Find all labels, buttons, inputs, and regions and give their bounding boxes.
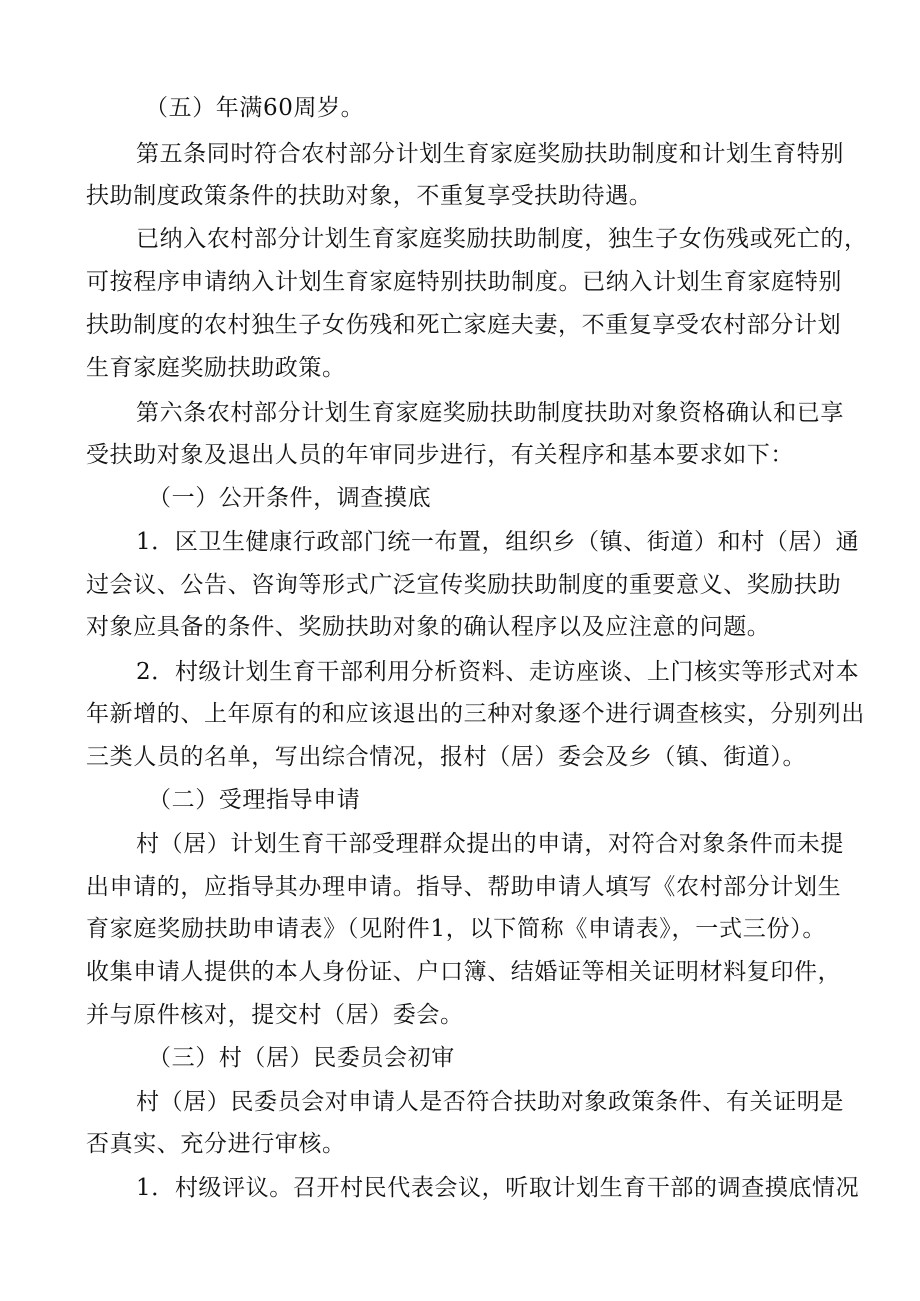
text-line: 出申请的，应指导其办理申请。指导、帮助申请人填写《农村部分计划生 (86, 874, 842, 900)
text-line: 第六条农村部分计划生育家庭奖励扶助制度扶助对象资格确认和已享 (136, 400, 844, 426)
text-line: 否真实、充分进行审核。 (86, 1131, 346, 1157)
text-line: （五）年满60周岁。 (145, 95, 365, 121)
text-line: 村（居）计划生育干部受理群众提出的申请，对符合对象条件而未提 (136, 831, 844, 857)
section-heading: （一）公开条件，调查摸底 (148, 485, 432, 511)
text-line: 扶助制度的农村独生子女伤残和死亡家庭夫妻，不重复享受农村部分计划 (86, 312, 842, 338)
text-line: 1．区卫生健康行政部门统一布置，组织乡（镇、街道）和村（居）通 (136, 529, 860, 555)
section-heading: （二）受理指导申请 (148, 787, 361, 813)
text-line: 第五条同时符合农村部分计划生育家庭奖励扶助制度和计划生育特别 (136, 141, 844, 167)
section-heading: （三）村（居）民委员会初审 (148, 1045, 455, 1071)
text-line: 对象应具备的条件、奖励扶助对象的确认程序以及应注意的问题。 (86, 614, 771, 640)
text-line: 并与原件核对，提交村（居）委会。 (86, 1002, 464, 1028)
text-line: 村（居）民委员会对申请人是否符合扶助对象政策条件、有关证明是 (136, 1089, 844, 1115)
text-line: 受扶助对象及退出人员的年审同步进行，有关程序和基本要求如下： (86, 442, 794, 468)
text-line: 年新增的、上年原有的和应该退出的三种对象逐个进行调查核实，分别列出 (86, 701, 865, 727)
text-line: 1．村级评议。召开村民代表会议，听取计划生育干部的调查摸底情况 (136, 1175, 860, 1201)
text-line: 2．村级计划生育干部利用分析资料、走访座谈、上门核实等形式对本 (136, 659, 860, 685)
text-line: 育家庭奖励扶助申请表》（见附件1，以下简称《申请表》，一式三份）。 (86, 916, 826, 942)
text-line: 收集申请人提供的本人身份证、户口簿、结婚证等相关证明材料复印件， (86, 959, 842, 985)
text-line: 已纳入农村部分计划生育家庭奖励扶助制度，独生子女伤残或死亡的， (136, 226, 868, 252)
text-line: 扶助制度政策条件的扶助对象，不重复享受扶助待遇。 (86, 183, 653, 209)
text-line: 过会议、公告、咨询等形式广泛宣传奖励扶助制度的重要意义、奖励扶助 (86, 572, 842, 598)
text-line: 三类人员的名单，写出综合情况，报村（居）委会及乡（镇、街道）。 (86, 744, 807, 770)
text-line: 可按程序申请纳入计划生育家庭特别扶助制度。已纳入计划生育家庭特别 (86, 269, 842, 295)
text-line: 生育家庭奖励扶助政策。 (86, 355, 346, 381)
